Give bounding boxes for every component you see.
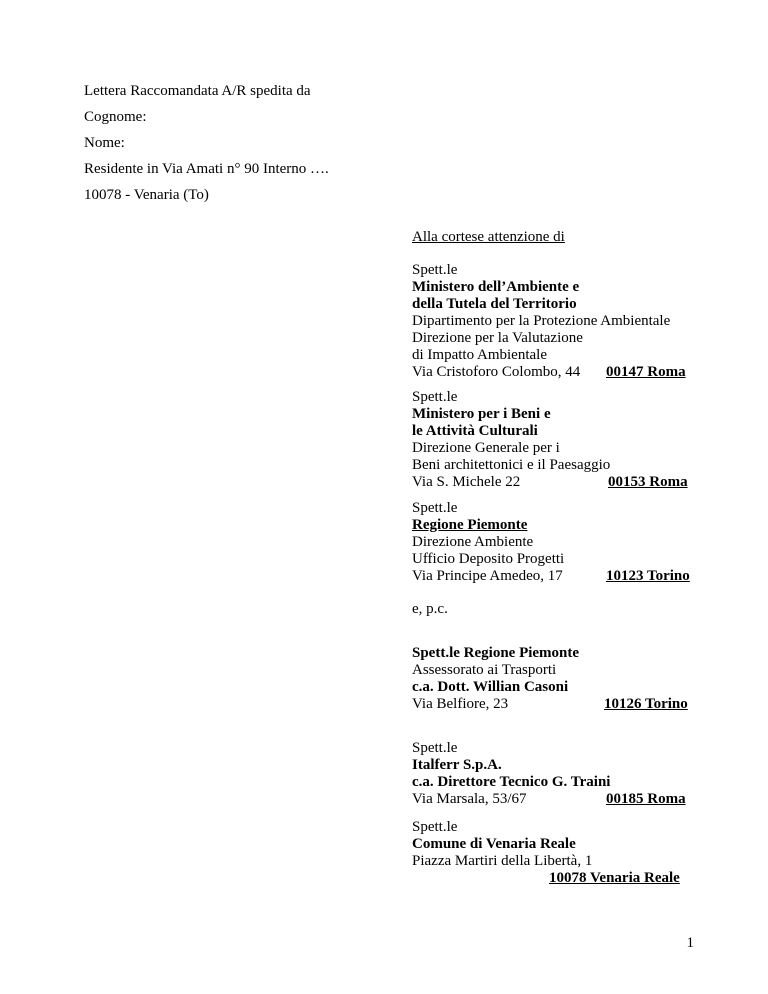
attention-heading: Alla cortese attenzione di (412, 229, 565, 245)
recipient-spett: Spett.le (412, 500, 458, 516)
recipient-name-line1: Comune di Venaria Reale (412, 836, 576, 852)
recipient-spett: Spett.le (412, 819, 458, 835)
recipient-street: Via Cristoforo Colombo, 44 (412, 364, 581, 380)
recipient-attention: c.a. Direttore Tecnico G. Traini (412, 774, 611, 790)
recipient-regione-trasporti (412, 645, 694, 713)
recipient-city: 00185 Roma (606, 791, 686, 807)
recipient-name-line2: della Tutela del Territorio (412, 296, 577, 312)
recipient-address-row (412, 474, 694, 491)
recipient-spett: Spett.le (412, 262, 458, 278)
recipient-address-row (412, 791, 694, 808)
recipient-office: Ufficio Deposito Progetti (412, 551, 565, 567)
recipient-direction: Direzione Generale per i (412, 440, 560, 456)
sender-line-address: Residente in Via Amati n° 90 Interno …. (84, 161, 329, 177)
sender-line-heading: Lettera Raccomandata A/R spedita da (84, 83, 311, 99)
recipient-street: Via Belfiore, 23 (412, 696, 509, 712)
recipient-city: 00153 Roma (608, 474, 688, 490)
recipient-street: Via Principe Amedeo, 17 (412, 568, 563, 584)
recipient-city: 10126 Torino (604, 696, 688, 712)
recipient-street: Via Marsala, 53/67 (412, 791, 527, 807)
copy-to-label: e, p.c. (412, 601, 448, 617)
recipient-city: 00147 Roma (606, 364, 686, 380)
recipient-direction-cont: di Impatto Ambientale (412, 347, 547, 363)
recipient-ministero-beni-culturali (412, 389, 694, 491)
recipient-regione-piemonte (412, 500, 694, 585)
recipient-direction: Direzione per la Valutazione (412, 330, 583, 346)
recipient-name-line1: Ministero dell’Ambiente e (412, 279, 580, 295)
recipient-ministero-ambiente (412, 262, 694, 381)
recipient-name-line1: Italferr S.p.A. (412, 757, 502, 773)
sender-block (84, 82, 329, 212)
recipient-name-line1: Regione Piemonte (412, 517, 528, 533)
recipient-dept: Dipartimento per la Protezione Ambientale (412, 313, 671, 329)
sender-line-city: 10078 - Venaria (To) (84, 187, 209, 203)
recipient-attention: c.a. Dott. Willian Casoni (412, 679, 569, 695)
page-number: 1 (686, 935, 694, 951)
recipient-office: Assessorato ai Trasporti (412, 662, 557, 678)
recipient-name-line1: Ministero per i Beni e (412, 406, 551, 422)
recipient-address-row (412, 364, 694, 381)
recipient-city: 10078 Venaria Reale (549, 870, 680, 886)
recipient-address-row (412, 870, 694, 887)
recipient-spett: Spett.le (412, 389, 458, 405)
recipient-address-row (412, 568, 694, 585)
recipient-direction: Direzione Ambiente (412, 534, 534, 550)
recipient-name-line2: le Attività Culturali (412, 423, 538, 439)
recipient-address-row (412, 696, 694, 713)
recipient-spett: Spett.le (412, 740, 458, 756)
recipient-street: Piazza Martiri della Libertà, 1 (412, 853, 593, 869)
sender-line-name: Nome: (84, 135, 125, 151)
recipient-comune-venaria (412, 819, 694, 887)
recipient-italferr (412, 740, 694, 808)
recipient-street: Via S. Michele 22 (412, 474, 521, 490)
recipient-direction-cont: Beni architettonici e il Paesaggio (412, 457, 611, 473)
recipient-name-line1: Spett.le Regione Piemonte (412, 645, 580, 661)
sender-line-surname: Cognome: (84, 109, 147, 125)
recipient-city: 10123 Torino (606, 568, 690, 584)
